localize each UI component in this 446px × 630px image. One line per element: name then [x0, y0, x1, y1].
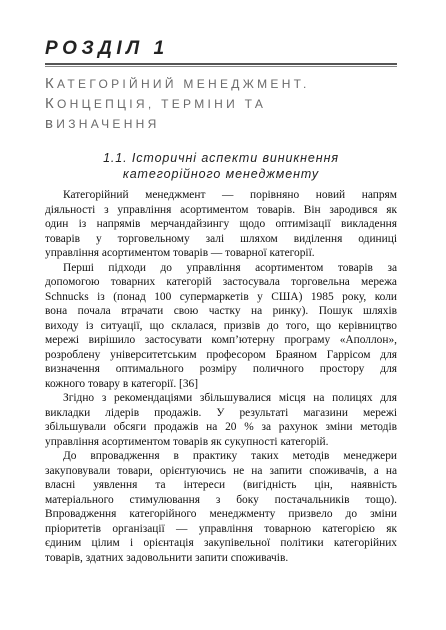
body-line: єдиним цілим і орієнтація закупівельної політики категорійних	[45, 537, 397, 549]
body-line: вона почала втрачати свою частку на ринку). Пошук шляхів	[45, 305, 397, 317]
section-title-line: категорійного менеджменту	[122, 167, 320, 181]
chapter-title-line: вИЗНАЧЕННЯ	[45, 115, 160, 132]
body-line: Категорійний менеджмент — порівняно новий напрям	[63, 189, 397, 201]
body-line: Впровадження категорійного менеджменту призвело до зміни	[45, 508, 397, 520]
body-line: викладки лідерів продажів. У результаті магазини мережі	[45, 406, 397, 419]
body-line: управління асортиментом товарів — товарної категорії.	[45, 247, 315, 259]
chapter-rule-thick	[45, 63, 397, 65]
section-title-line: 1.1. Історичні аспекти виникнення	[103, 151, 339, 165]
body-line: один із напрямів мерчандайзингу щодо оптимізації викладення	[45, 218, 397, 230]
body-text	[45, 188, 397, 565]
body-line: виходу із ситуації, що склалася, призвів до того, що керівництво	[45, 319, 397, 332]
body-line: допомогою товарних категорій застосувала торговельна мережа	[45, 276, 397, 288]
body-line: товарів у торговельному залі шляхом виділення одиниці	[45, 232, 397, 245]
body-line: товарів, здатних задовольнити запити споживачів.	[45, 551, 289, 564]
body-line: кожного товару в категорії. [36]	[45, 377, 199, 390]
body-line: До впровадження в практику таких методів менеджери	[63, 450, 397, 462]
chapter-label: РОЗДІЛ 1	[45, 38, 169, 59]
body-line: збільшували обсяги продажів на 20 % за рахунок зміни методів	[45, 421, 397, 433]
chapter-title-line: КАТЕГОРІЙНИЙ МЕНЕДЖМЕНТ.	[45, 75, 310, 92]
body-line: матеріального стимулювання з боку постачальників тощо).	[45, 493, 397, 506]
chapter-rule-thin	[45, 66, 397, 67]
body-line: Згідно з рекомендаціями збільшувалися місця на полицях для	[63, 392, 397, 404]
body-line: Перші підходи до управління асортиментом товарів за	[63, 261, 397, 274]
body-line: визначення оптимального розміру поличного простору для	[45, 363, 397, 375]
body-line: закуповували товари, орієнтуючись не на запити споживачів, а на	[45, 464, 397, 477]
body-line: управління асортиментом товарів як сукупності категорій.	[45, 435, 329, 448]
body-line: мережі вирішило застосувати комп’ютерну програму «Аполлон»,	[45, 334, 397, 346]
chapter-title-line: КОНЦЕПЦІЯ, ТЕРМІНИ ТА	[45, 95, 267, 112]
body-line: розроблену університетським професором Браяном Гаррісом для	[45, 348, 397, 361]
body-line: власні уявлення та інтереси (вигідність цін, наявність	[45, 479, 397, 491]
body-line: діяльності з управління асортиментом товарів. Він зародився як	[45, 203, 397, 216]
body-line: Schnucks із (понад 100 супермаркетів у США) 1985 року, коли	[45, 290, 397, 303]
chapter-title	[45, 74, 405, 134]
body-line: пріоритетів організації — управління товарною категорією як	[45, 522, 397, 535]
section-title	[45, 150, 397, 182]
